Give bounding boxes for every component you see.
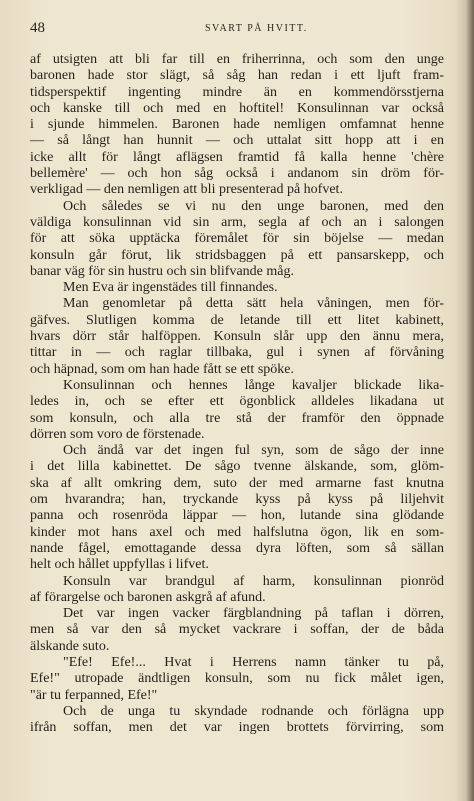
text-line: om hvarandra; han, tryckande kyss på kyss på liljehvit <box>30 492 444 508</box>
text-line: ledes in, och se efter ett ögonblick alldeles likadana ut <box>30 394 444 410</box>
text-line: nande fågel, emottagande dessa dyra löften, som så sällan <box>30 540 444 556</box>
text-line: i det lilla kabinettet. De sågo tvenne älskande, som, glöm- <box>30 459 444 475</box>
page-number: 48 <box>30 20 45 36</box>
text-line: Men Eva är ingenstädes till finnandes. <box>63 280 278 296</box>
text-line: älskande suto. <box>30 638 110 654</box>
text-line: tidsperspektif ingenting mindre än en kommendörsstjerna <box>30 84 444 100</box>
text-line: Man genomletar på detta sätt hela våningen, men för- <box>63 296 444 312</box>
text-line: baronen hade stor slägt, så såg han redan i ett ljuft fram- <box>30 68 444 84</box>
text-line: af utsigten att bli far till en friherrinna, och som den unge <box>30 52 444 67</box>
text-line: men så var den så mycket vackrare i soffan, der de båda <box>30 622 444 638</box>
text-line: kinder mot hans axel och med halfslutna ögon, lik en som- <box>30 524 444 540</box>
text-line: gäfves. Slutligen komma de letande till ett litet kabinett, <box>30 312 444 328</box>
text-line: icke allt för långt aflägsen framtid få kalla henne 'chère <box>30 149 444 165</box>
text-line: — så långt han hunnit — och uttalat sitt hopp att i en <box>30 133 444 149</box>
text-line: och kanske till och med en hoftitel! Konsulinnan var också <box>30 100 444 116</box>
text-line: tittar in — och raglar tillbaka, gul i synen af förvåning <box>30 345 444 361</box>
text-line: och häpnad, som om han hade fått se ett spöke. <box>30 361 294 377</box>
page-header <box>30 20 444 40</box>
body-text <box>30 52 444 736</box>
text-line: i sjunde himmelen. Baronen hade nemligen omfamnat henne <box>30 117 444 133</box>
text-line: ifrån soffan, men det var ingen brottets förvirring, som <box>30 720 444 736</box>
text-line: helt och hållet uppfyllas i lifvet. <box>30 557 209 573</box>
text-line: som konsuln, och alla tre stå der framför den öppnade <box>30 410 444 426</box>
text-line: Och ändå var det ingen ful syn, som de sågo der inne <box>63 443 444 459</box>
text-line: af förargelse och baronen askgrå af afund. <box>30 589 266 605</box>
text-line: verkligad — den nemligen att bli presenterad på hofvet. <box>30 182 343 198</box>
text-line: väldiga konsulinnan vid sin arm, segla af och an i salongen <box>30 214 444 230</box>
text-line: panna och rosenröda läppar — hon, lutande sina glödande <box>30 508 444 524</box>
text-line: Efe!" utropade ändtligen konsuln, som nu fick målet igen, <box>30 671 444 687</box>
running-head: SVART PÅ HVITT. <box>205 23 308 34</box>
text-line: Och de unga tu skyndade rodnande och förlägna upp <box>63 703 444 719</box>
text-line: hvars dörr står halföppen. Konsuln slår upp den ännu mera, <box>30 329 444 345</box>
text-line: Konsulinnan och hennes långe kavaljer blickade lika- <box>63 377 444 393</box>
text-line: Konsuln var brandgul af harm, konsulinnan pionröd <box>63 573 444 589</box>
text-line: ska af allt omkring dem, suto der med armarne fast knutna <box>30 475 444 491</box>
text-line: Och således se vi nu den unge baronen, med den <box>63 198 444 214</box>
text-line: bellemère' — och hon såg också i andanom sin dröm för- <box>30 166 444 182</box>
text-line: banar väg för sin hustru och sin blifvande måg. <box>30 263 294 279</box>
text-line: konsuln går förut, lik stridsbaggen på ett pansarskepp, och <box>30 247 444 263</box>
text-line: "Efe! Efe!... Hvat i Herrens namn tänker tu på, <box>63 654 444 670</box>
text-line: "är tu ferpanned, Efe!" <box>30 687 158 703</box>
text-line: för att söka upptäcka föremålet för sin böjelse — medan <box>30 231 444 247</box>
page-edge-shadow <box>466 0 474 801</box>
text-line: Det var ingen vacker färgblandning på taflan i dörren, <box>63 606 444 622</box>
text-line: dörren som voro de förstenade. <box>30 426 205 442</box>
